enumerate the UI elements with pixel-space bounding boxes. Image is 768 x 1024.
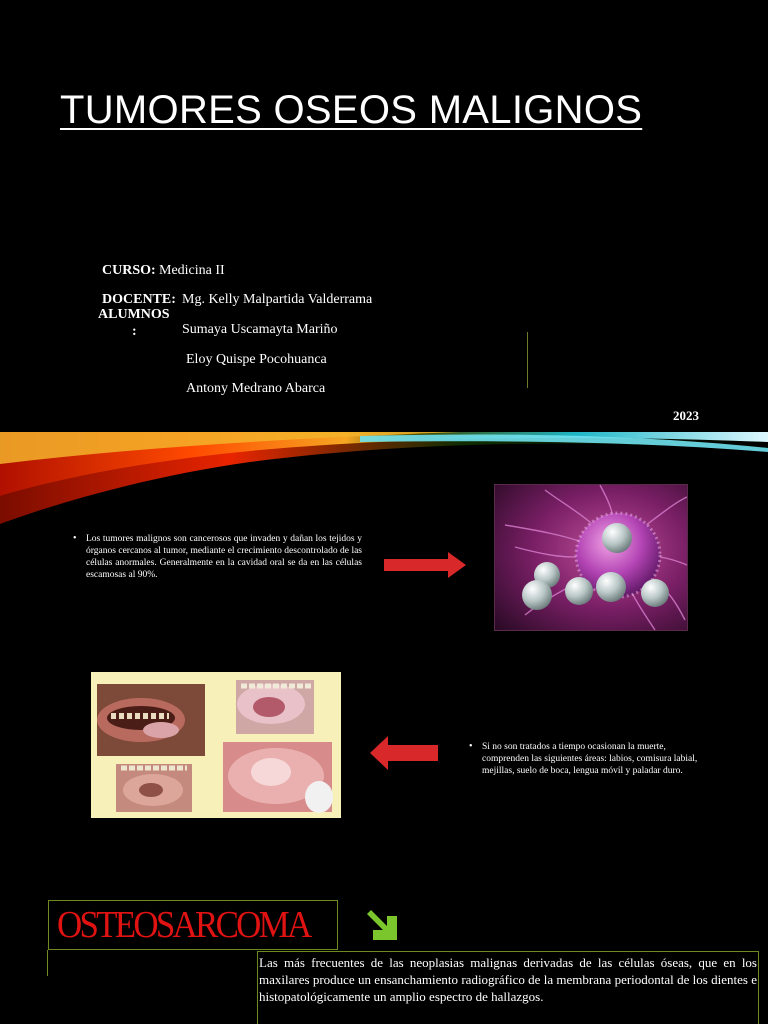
osteosarcoma-description: Las más frecuentes de las neoplasias malignas derivadas de las células óseas, que en los maxilares produce un ensanchamiento radiográfico de la membrana periodontal de los dientes e histopatológicamente un amplio espectro de hallazgos. (257, 951, 759, 1024)
title-slide (0, 0, 768, 432)
osteosarcoma-title-box (48, 900, 338, 950)
affected-areas-text: Si no son tratados a tiempo ocasionan la muerte, comprenden las siguientes áreas: labios, comisura labial, mejillas, suelo de boca, lengua móvil y paladar duro. (482, 742, 698, 776)
oral-lesions-image (91, 672, 341, 818)
students-label-colon: : (132, 324, 137, 339)
students-label: ALUMNOS (98, 307, 170, 322)
course-label: CURSO: (102, 263, 156, 278)
tumor-description (73, 533, 362, 581)
content-slide (0, 432, 768, 864)
arrow-left-icon (370, 736, 438, 770)
student-name: Eloy Quispe Pocohuanca (186, 352, 327, 367)
arrow-down-right-icon (365, 908, 399, 942)
osteosarcoma-slide (0, 864, 768, 1024)
bullet-icon: • (469, 741, 473, 752)
tumor-description-text: Los tumores malignos son cancerosos que invaden y dañan los tejidos y órganos cercanos al tumor, mediante el crecimiento descontrolado de las células anormales. Generalmente en la cavidad oral se da en las células escamosas al 90%. (86, 534, 362, 580)
teacher-label: DOCENTE: (102, 292, 176, 307)
divider-line (527, 332, 528, 388)
student-name: Sumaya Uscamayta Mariño (182, 322, 338, 337)
bullet-icon: • (73, 533, 77, 544)
presentation-title: TUMORES OSEOS MALIGNOS (60, 88, 643, 132)
year-label: 2023 (673, 408, 699, 423)
osteosarcoma-title: OSTEOSARCOMA (57, 904, 310, 946)
course-value: Medicina II (159, 263, 225, 278)
affected-areas-description (469, 741, 708, 777)
student-name: Antony Medrano Abarca (186, 381, 326, 396)
teacher-value: Mg. Kelly Malpartida Valderrama (182, 292, 373, 307)
divider-line (47, 950, 48, 976)
cancer-cell-image (494, 484, 688, 631)
arrow-right-icon (384, 552, 466, 578)
